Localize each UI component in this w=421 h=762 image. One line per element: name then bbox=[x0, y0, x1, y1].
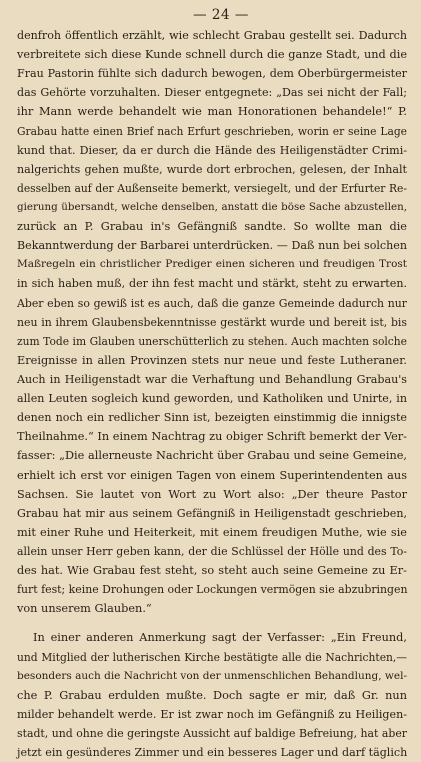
text-line: jetzt ein gesünderes Zimmer und ein besseres Lager und darf täglich bbox=[17, 746, 408, 760]
text-line: ihr Mann werde behandelt wie man Honorationen behandele!“ P. bbox=[17, 105, 407, 119]
paragraph-gap bbox=[17, 618, 407, 628]
text-line: Aber eben so gewiß ist es auch, daß die ganze Gemeinde dadurch nur bbox=[17, 296, 407, 310]
text-line: denen noch ein redlicher Sinn ist, bezeigten einstimmig die innigste bbox=[17, 411, 407, 425]
text-line: desselben auf der Außenseite bemerkt, versiegelt, und der Erfurter Re- bbox=[17, 181, 407, 195]
text-line: fasser: „Die allerneuste Nachricht über Grabau und seine Gemeine, bbox=[17, 449, 407, 463]
text-line: und Mitglied der lutherischen Kirche bestätigte alle die Nachrichten,— bbox=[17, 650, 407, 664]
text-line: das Gehörte vorzuhalten. Dieser entgegnete: „Das sei nicht der Fall; bbox=[17, 86, 407, 100]
text-line: Sachsen. Sie lautet von Wort zu Wort also: „Der theure Pastor bbox=[17, 487, 407, 501]
text-line: nalgerichts gehen mußte, wurde dort erbrochen, gelesen, der Inhalt bbox=[17, 162, 407, 176]
text-line: besonders auch die Nachricht von der unmenschlichen Behandlung, wel- bbox=[17, 669, 408, 682]
text-line: erhielt ich erst vor einigen Tagen von einem Superintendenten aus bbox=[17, 468, 407, 482]
text-line: allein unser Herr geben kann, der die Schlüssel der Hölle und des To- bbox=[17, 544, 407, 558]
text-line: In einer anderen Anmerkung sagt der Verfasser: „Ein Freund, bbox=[33, 631, 407, 645]
text-line: Grabau hat mir aus seinem Gefängniß in Heiligenstadt geschrieben, bbox=[17, 506, 407, 520]
text-line: Theilnahme.“ In einem Nachtrag zu obiger Schrift bemerkt der Ver- bbox=[17, 430, 407, 444]
text-line: che P. Grabau erdulden mußte. Doch sagte er mir, daß Gr. nun bbox=[17, 688, 407, 702]
text-line: in sich haben muß, der ihn fest macht und stärkt, steht zu erwarten. bbox=[17, 277, 407, 291]
text-line: Auch in Heiligenstadt war die Verhaftung und Behandlung Grabau's bbox=[17, 372, 407, 386]
text-line: gierung übersandt, welche denselben, anstatt die böse Sache abzustellen, bbox=[17, 200, 407, 213]
text-line: verbreitete sich diese Kunde schnell durch die ganze Stadt, und die bbox=[17, 48, 407, 62]
paragraph bbox=[17, 26, 407, 618]
text-line: kund that. Dieser, da er durch die Hände des Heiligenstädter Crimi- bbox=[17, 143, 407, 157]
text-line: furt fest; keine Drohungen oder Lockungen vermögen sie abzubringen bbox=[17, 583, 408, 597]
page-body bbox=[17, 26, 407, 762]
text-line: Ereignisse in allen Provinzen stets nur neue und feste Lutheraner. bbox=[17, 353, 407, 367]
text-line: stadt, und ohne die geringste Aussicht auf baldige Befreiung, hat aber bbox=[17, 726, 407, 740]
text-line: neu in ihrem Glaubensbekenntnisse gestärkt wurde und bereit ist, bis bbox=[17, 315, 407, 329]
text-line: mit einer Ruhe und Heiterkeit, mit einem freudigen Muthe, wie sie bbox=[17, 525, 407, 539]
text-line: zum Tode im Glauben unerschütterlich zu stehen. Auch machten solche bbox=[17, 334, 407, 348]
text-line: Maßregeln ein christlicher Prediger einen sicheren und freudigen Trost bbox=[17, 258, 407, 271]
text-line: zurück an P. Grabau in's Gefängniß sandte. So wollte man die bbox=[17, 220, 407, 234]
text-line: allen Leuten sogleich kund geworden, und Katholiken und Unirte, in bbox=[17, 392, 407, 406]
paragraph bbox=[17, 628, 407, 762]
text-line: von unserem Glauben.“ bbox=[17, 602, 152, 616]
page-number: — 24 — bbox=[193, 7, 249, 23]
text-line: Grabau hatte einen Brief nach Erfurt geschrieben, worin er seine Lage bbox=[17, 124, 407, 138]
text-line: Bekanntwerdung der Barbarei unterdrücken. — Daß nun bei solchen bbox=[17, 239, 407, 253]
text-line: denfroh öffentlich erzählt, wie schlecht Grabau gestellt sei. Dadurch bbox=[17, 29, 407, 42]
text-line: des hat. Wie Grabau fest steht, so steht auch seine Gemeine zu Er- bbox=[17, 564, 407, 578]
text-line: Frau Pastorin fühlte sich dadurch bewogen, dem Oberbürgermeister bbox=[17, 67, 407, 81]
text-line: milder behandelt werde. Er ist zwar noch im Gefängniß zu Heiligen- bbox=[17, 707, 407, 721]
